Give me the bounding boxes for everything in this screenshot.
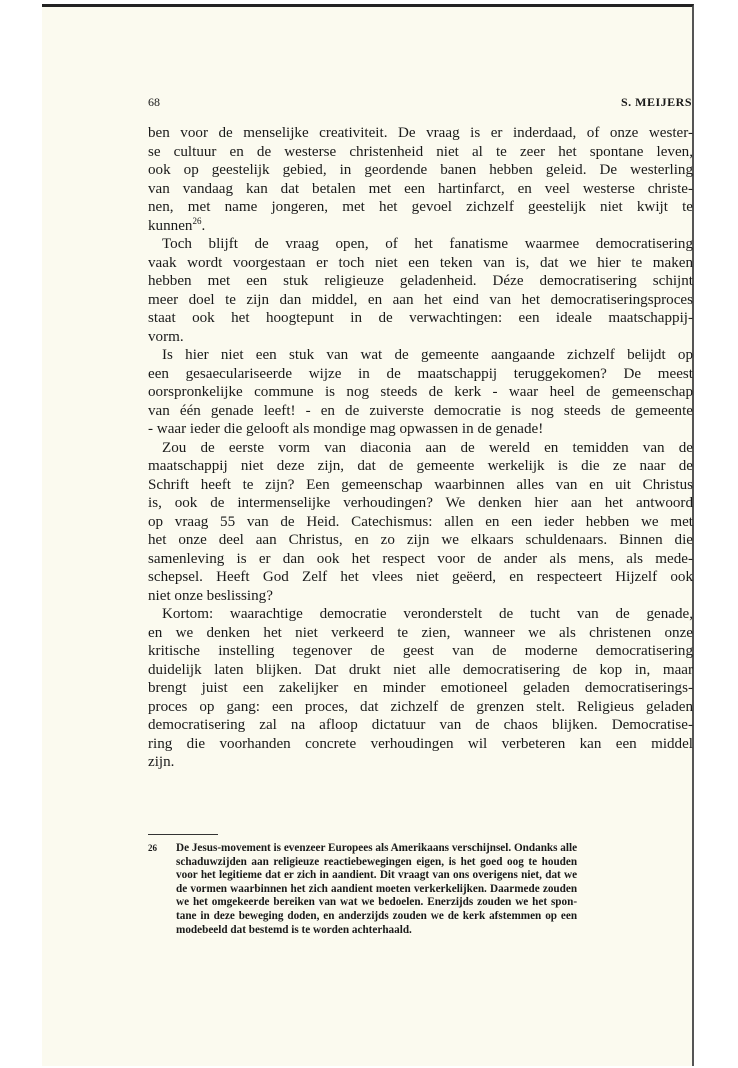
body-text [148,124,693,772]
text-line: se cultuur en de westerse christenheid niet al te zeer het spontane leven, [148,143,693,160]
text-line: niet onze beslissing? [148,587,273,604]
text-line: oorspronkelijke commune is nog steeds de kerk - waar heel de gemeenschap [148,384,693,400]
text-line: ben voor de menselijke creativiteit. De vraag is er inderdaad, of onze wester- [148,125,693,141]
text-line: een gesaeculariseerde wijze in de maatschappij teruggekomen? De meest [148,365,693,382]
text-line: proces op gang: een proces, dat zichzelf de grenzen stelt. Religieus geladen [148,698,693,715]
footnote-line: voor het legitieme dat er zich in aandient. Dit vraagt van ons overigens niet, dat we [176,869,578,882]
text-line: brengt juist een zakelijker en minder emotioneel geladen democratiserings- [148,680,693,696]
text-line: en we denken het niet verkeerd te zien, wanneer we als christenen onze [148,624,693,641]
text-fragment: . [201,217,206,234]
text-line: ring die voorhanden concrete verhoudingen wil verbeteren kan een middel [148,735,693,752]
text-line: Schrift heeft te zijn? Een gemeenschap waarbinnen alles van en uit Christus [148,476,693,493]
text-line: Kortom: waarachtige democratie veronderstelt de tucht van de genade, [162,606,693,622]
footnote-reference[interactable]: 26 [192,215,202,226]
text-line: Is hier niet een stuk van wat de gemeente aangaande zichzelf belijdt op [162,347,693,363]
footnote-divider [148,834,218,835]
text-line: Zou de eerste vorm van diaconia aan de wereld en temidden van de [162,439,693,456]
page [42,4,694,1066]
text-line: vaak wordt voorgestaan er toch niet een teken van is, dat we hier te maken [148,254,693,271]
footnote-text [176,842,577,937]
text-line: ook op geestelijk gebied, in geordende banen hebben geleid. De westerling [148,162,693,178]
footnote-line: modebeeld dat bestemd is te worden achterhaald. [176,923,412,936]
text-line: Toch blijft de vraag open, of het fanatisme waarmee democratisering [162,236,693,252]
text-line: zijn. [148,754,175,770]
footnote-line: de vormen waarbinnen het zich aandient moeten verkerkelijken. Daarmede zouden [176,882,578,895]
text-line: meer doel te zijn dan middel, en aan het eind van het democratiseringsproces [148,291,693,308]
text-fragment: kunnen [148,217,193,234]
footnote-line: De Jesus-movement is evenzeer Europees als Amerikaans verschijnsel. Ondanks alle [176,842,578,854]
footnote-line: we het omgekeerde bereiken van wat we bedoelen. Enerzijds zouden we het spon- [176,896,578,909]
footnote-line: tane in deze beweging doden, en anderzijds zouden we de kerk afstemmen op een [176,909,578,922]
text-line: nen, met name jongeren, met het gevoel zichzelf geestelijk niet kwijt te [148,199,693,215]
text-line [148,217,693,236]
running-title: S. MEIJERS [620,95,692,109]
footnote [148,842,693,937]
text-line: - waar ieder die gelooft als mondige mag opwassen in de genade! [148,421,544,437]
text-line: is, ook de intermenselijke verhoudingen? We denken hier aan het antwoord [148,495,693,511]
text-line: van één genade leeft! - en de zuiverste democratie is nog steeds de gemeente [148,402,693,419]
text-line: van vandaag kan dat betalen met een hartinfarct, en veel westerse christe- [148,180,693,197]
text-line: hebben met een stuk religieuze geladenheid. Déze democratisering schijnt [148,273,693,289]
text-line: schepsel. Heeft God Zelf het vlees niet geëerd, en respecteert Hijzelf ook [148,569,693,585]
text-line: democratisering zal na afloop dictatuur van de chaos blijken. Democratise- [148,717,693,733]
text-line: duidelijk laten blijken. Dat drukt niet alle democratisering de kop in, maar [148,661,693,678]
page-header [148,95,692,110]
text-line: vorm. [148,328,184,345]
text-line: kritische instelling tegenover de geest van de moderne democratisering [148,643,693,659]
footnote-line: schaduwzijden aan religieuze reactiebewegingen eigen, is het goed oog te houden [176,855,578,868]
footnote-number: 26 [148,843,157,853]
text-line: maatschappij niet deze zijn, dat de gemeente werkelijk is die ze naar de [148,458,693,474]
text-line: het onze deel aan Christus, en zo zijn we elkaars schuldenaars. Binnen die [148,532,693,548]
text-line: op vraag 55 van de Heid. Catechismus: allen en een ieder hebben we met [148,513,693,530]
text-line: staat ook het hoogtepunt in de verwachtingen: een ideale maatschappij- [148,310,693,326]
page-number: 68 [148,95,160,109]
text-line: samenleving is er dan ook het respect voor de ander als mens, als mede- [148,550,693,567]
